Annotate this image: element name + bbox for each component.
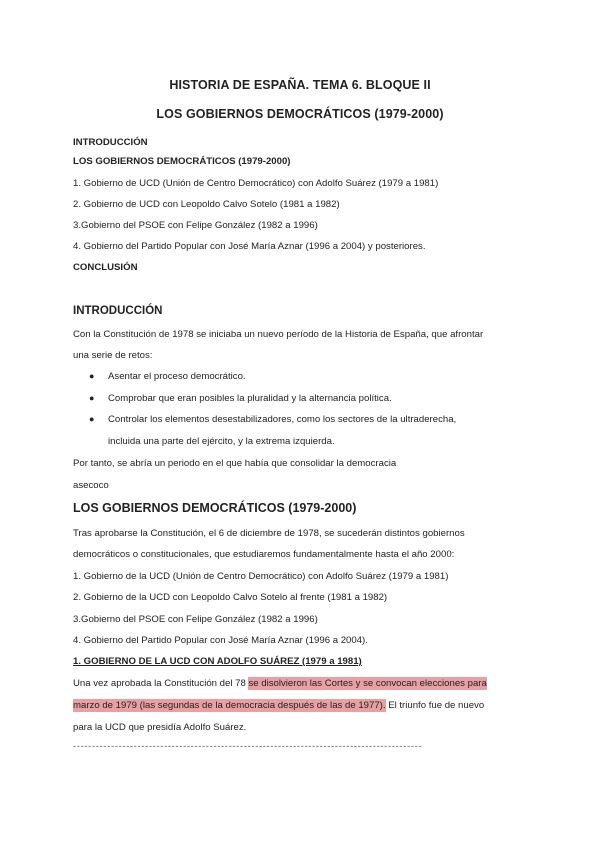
intro-stray-text: asecoco	[73, 480, 109, 491]
section1-line	[73, 699, 484, 713]
intro-heading: INTRODUCCIÓN	[73, 305, 163, 317]
index-item: 4. Gobierno del Partido Popular con José María Aznar (1996 a 2004) y posteriores.	[73, 241, 426, 252]
bullet-icon: ●	[89, 371, 95, 381]
highlighted-text: marzo de 1979 (las segundas de la democracia después de las de 1977).	[73, 700, 386, 711]
section1-heading: 1. GOBIERNO DE LA UCD CON ADOLFO SUÁREZ (1979 a 1981)	[73, 656, 362, 667]
index-conclusion: CONCLUSIÓN	[73, 262, 138, 273]
governments-paragraph-line: Tras aprobarse la Constitución, el 6 de diciembre de 1978, se sucederán distintos gobiernos	[73, 528, 465, 539]
governments-item: 2. Gobierno de la UCD con Leopoldo Calvo Sotelo al frente (1981 a 1982)	[73, 592, 388, 603]
governments-heading: LOS GOBIERNOS DEMOCRÁTICOS (1979-2000)	[73, 501, 357, 515]
governments-item: 3.Gobierno del PSOE con Felipe González (1982 a 1996)	[73, 614, 318, 625]
section1-line: para la UCD que presidía Adolfo Suárez.	[73, 722, 247, 733]
index-item: 3.Gobierno del PSOE con Felipe González (1982 a 1996)	[73, 220, 318, 231]
highlighted-text: se disolvieron las Cortes y se convocan elecciones para	[248, 678, 487, 689]
intro-closing: Por tanto, se abría un periodo en el que había que consolidar la democracia	[73, 458, 397, 469]
document-title: HISTORIA DE ESPAÑA. TEMA 6. BLOQUE II	[169, 78, 431, 92]
section1-text: Una vez aprobada la Constitución del 78	[73, 678, 249, 689]
intro-paragraph-line: una serie de retos:	[73, 350, 153, 361]
index-governments: LOS GOBIERNOS DEMOCRÁTICOS (1979-2000)	[73, 156, 291, 167]
bullet-icon: ●	[89, 393, 95, 403]
section1-line	[73, 677, 487, 691]
intro-bullet: Asentar el proceso democrático.	[108, 371, 246, 382]
bullet-icon: ●	[89, 414, 95, 424]
index-intro: INTRODUCCIÓN	[73, 137, 148, 148]
governments-item: 1. Gobierno de la UCD (Unión de Centro Democrático) con Adolfo Suárez (1979 a 1981)	[73, 571, 449, 582]
governments-item: 4. Gobierno del Partido Popular con José María Aznar (1996 a 2004).	[73, 635, 368, 646]
index-item: 1. Gobierno de UCD (Unión de Centro Democrático) con Adolfo Suárez (1979 a 1981)	[73, 178, 439, 189]
intro-bullet: Controlar los elementos desestabilizadores, como los sectores de la ultraderecha,	[108, 414, 457, 425]
governments-paragraph-line: democráticos o constitucionales, que estudiaremos fundamentalmente hasta el año 2000:	[73, 549, 455, 560]
document-subtitle: LOS GOBIERNOS DEMOCRÁTICOS (1979-2000)	[156, 107, 444, 121]
section1-text: El triunfo fue de nuevo	[385, 700, 485, 711]
dashed-separator: --------------------------------------------------------------------------------------------	[73, 741, 423, 752]
index-item: 2. Gobierno de UCD con Leopoldo Calvo Sotelo (1981 a 1982)	[73, 199, 340, 210]
intro-paragraph-line: Con la Constitución de 1978 se iniciaba un nuevo período de la Historia de España, que afrontar	[73, 329, 484, 340]
intro-bullet-continuation: incluida una parte del ejército, y la extrema izquierda.	[108, 436, 335, 447]
intro-bullet: Comprobar que eran posibles la pluralidad y la alternancia política.	[108, 393, 392, 404]
